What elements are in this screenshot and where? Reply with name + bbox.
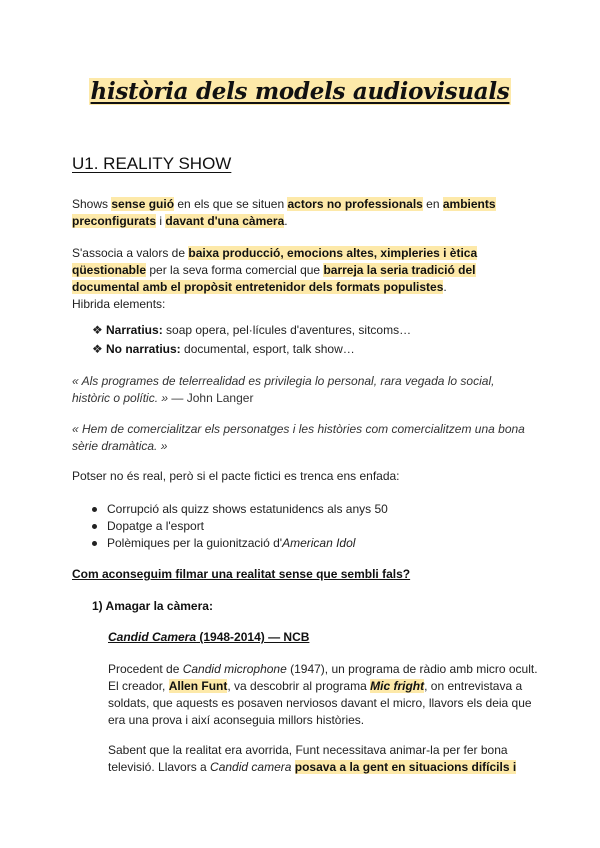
bullet-dot-icon bbox=[92, 507, 97, 512]
list-item: Polèmiques per la guionització d'American Idol bbox=[107, 535, 355, 552]
diamond-bullet-icon: ❖ bbox=[92, 342, 103, 356]
bullet-dot-icon bbox=[92, 541, 97, 546]
paragraph-values: S'associa a valors de baixa producció, emocions altes, ximpleries i ètica qüestionable per la seva forma comercial que barreja la seria tradició del documental amb el propòsit entretenidor dels formats populistes. Hibrida elements: bbox=[72, 246, 478, 311]
list-item: ❖ Narratius: soap opera, pel·lícules d'aventures, sitcoms… bbox=[92, 323, 412, 337]
paragraph-pact: Potser no és real, però si el pacte fictici es trenca ens enfada: bbox=[72, 469, 400, 483]
diamond-bullet-icon: ❖ bbox=[92, 323, 103, 337]
quote-commercial: « Hem de comercialitzar els personatges i les històries com comercialitzem una bona sèrie dramàtica. » bbox=[72, 422, 525, 453]
list-item: Dopatge a l'esport bbox=[107, 518, 204, 535]
program-title: Candid Camera (1948-2014) — NCB bbox=[108, 630, 310, 644]
step-heading: 1) Amagar la càmera: bbox=[92, 599, 213, 613]
paragraph-definition: Shows sense guió en els que se situen actors no professionals en ambients preconfigurats i davant d'una càmera. bbox=[72, 197, 496, 228]
list-item: Corrupció als quizz shows estatunidencs als anys 50 bbox=[107, 501, 388, 518]
list-item: ❖ No narratius: documental, esport, talk show… bbox=[92, 342, 355, 356]
section-heading: U1. REALITY SHOW bbox=[72, 154, 232, 173]
bullet-dot-icon bbox=[92, 524, 97, 529]
paragraph-origin: Procedent de Candid microphone (1947), un programa de ràdio amb micro ocult. El creador, Allen Funt, va descobrir al programa Mic fright, on entrevistava a soldats, que aquests es posaven nerviosos davant el micro, llavors els deia que era una prova i així aconseguia millors històries. bbox=[108, 662, 538, 727]
quote-langer: « Als programes de telerrealidad es privilegia lo personal, rara vegada lo social, històric o polític. » — John Langer bbox=[72, 374, 495, 405]
question-heading: Com aconseguim filmar una realitat sense que sembli fals? bbox=[72, 567, 411, 581]
paragraph-funt: Sabent que la realitat era avorrida, Funt necessitava animar-la per fer bona televisió. Llavors a Candid camera posava a la gent en situacions difícils i bbox=[108, 743, 517, 774]
document-title: història dels models audiovisuals bbox=[90, 78, 510, 105]
